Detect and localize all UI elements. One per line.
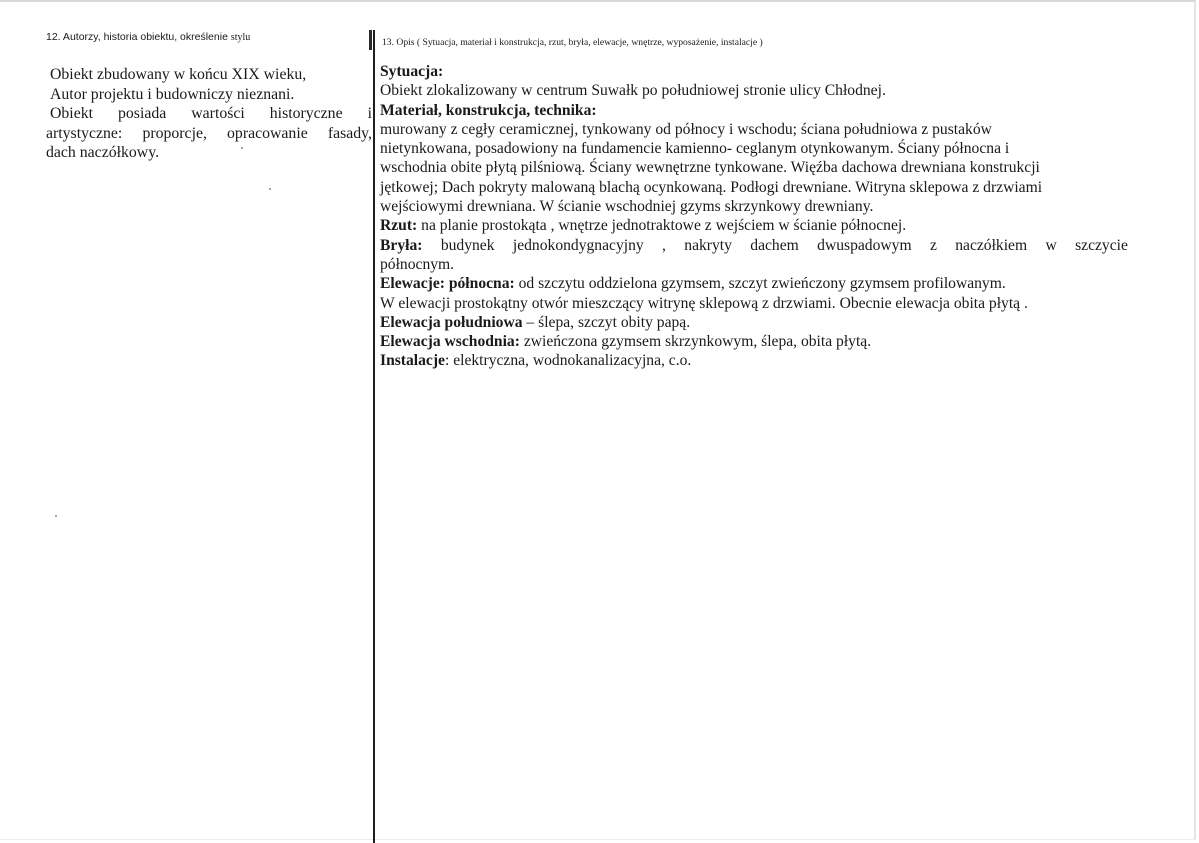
scan-speck xyxy=(269,188,271,190)
section-13-body xyxy=(380,62,1128,371)
column-divider xyxy=(373,30,375,843)
history-line-3-word: posiada xyxy=(118,105,167,122)
instalacje-line xyxy=(380,351,1128,370)
section-12-body xyxy=(46,65,372,163)
elewacja-wschodnia-line xyxy=(380,332,1128,351)
history-line-3-word: wartości xyxy=(191,105,245,122)
history-line-2: Autor projektu i budowniczy nieznani. xyxy=(50,85,295,103)
elewacja-wschodnia-text: zwieńczona gzymsem skrzynkowym, ślepa, obita płytą. xyxy=(519,333,872,351)
bryla-label: Bryła: xyxy=(380,236,423,254)
scan-speck xyxy=(241,147,243,149)
bryla-word: dachem xyxy=(750,236,799,254)
rzut-label: Rzut: xyxy=(380,217,418,235)
material-label: Materiał, konstrukcja, technika: xyxy=(380,101,597,119)
sytuacja-label: Sytuacja: xyxy=(380,63,444,80)
material-heading xyxy=(380,101,1128,120)
history-line-4-word: fasady, xyxy=(327,124,372,142)
elewacje-label: Elewacje: północna: xyxy=(380,275,515,293)
history-line-4 xyxy=(46,124,372,144)
history-line-1: Obiekt zbudowany w końcu XIX wieku, xyxy=(50,66,307,83)
section-12-heading xyxy=(46,31,250,43)
elewacje-line-2: W elewacji prostokątny otwór mieszczący witrynę sklepową z drzwiami. Obecnie elewacja obita płytą . xyxy=(380,294,1028,312)
material-line-2: nietynkowana, posadowiony na fundamencie kamienno- ceglanym otynkowanym. Ściany północna i xyxy=(380,140,1010,158)
section-12-heading-tail: stylu xyxy=(230,32,251,43)
elewacja-wschodnia-label: Elewacja wschodnia: xyxy=(380,333,520,351)
history-line-4-word: opracowanie xyxy=(227,124,308,142)
history-line-3-word: i xyxy=(367,105,372,122)
section-12-heading-main: 12. Autorzy, historia obiektu, określenie xyxy=(46,31,231,43)
instalacje-text: : elektryczna, wodnokanalizacyjna, c.o. xyxy=(444,352,692,370)
instalacje-label: Instalacje xyxy=(380,352,445,370)
section-13-heading: 13. Opis ( Sytuacja, materiał i konstrukcja, rzut, bryła, elewacje, wnętrze, wyposażenie, instalacje ) xyxy=(382,37,763,48)
bryla-word: w xyxy=(1045,236,1057,254)
scan-speck xyxy=(55,515,57,517)
material-line-1: murowany z cegły ceramicznej, tynkowany od północy i wschodu; ściana południowa z pustaków xyxy=(380,120,992,138)
bryla-word: dwuspadowym xyxy=(817,236,912,254)
sytuacja-heading xyxy=(380,62,1128,81)
history-line-4-word: proporcje, xyxy=(142,124,207,142)
bryla-line-2: północnym. xyxy=(380,255,455,273)
bryla-word: nakryty xyxy=(684,236,732,254)
material-line-5: wejściowymi drewniana. W ścianie wschodniej gzyms skrzynkowy drewniany. xyxy=(380,198,874,216)
elewacja-poludniowa-text: – ślepa, szczyt obity papą. xyxy=(522,313,691,331)
bryla-word: z xyxy=(929,236,937,254)
rzut-line xyxy=(380,216,1128,235)
elewacja-poludniowa-line xyxy=(380,313,1128,332)
bryla-word: jednokondygnacyjny xyxy=(512,236,644,254)
elewacje-line-1 xyxy=(380,274,1128,293)
material-line-3: wschodnia obite płytą pilśniową. Ściany wewnętrzne tynkowane. Więźba dachowa drewniana konstrukcji xyxy=(380,159,1040,177)
history-line-3-word: Obiekt xyxy=(50,105,93,122)
elewacje-text: od szczytu oddzielona gzymsem, szczyt zwieńczony gzymsem profilowanym. xyxy=(514,275,1006,293)
history-line-3-word: historyczne xyxy=(269,105,343,122)
material-line-4: jętkowej; Dach pokryty malowaną blachą ocynkowaną. Podłogi drewniane. Witryna sklepowa z drzwiami xyxy=(380,178,1043,196)
history-line-3 xyxy=(46,104,372,124)
elewacja-poludniowa-label: Elewacja południowa xyxy=(380,313,523,331)
bryla-word: , xyxy=(662,236,666,254)
history-line-5: dach naczółkowy. xyxy=(46,144,160,161)
bryla-word: szczycie xyxy=(1075,236,1128,254)
bryla-word: naczółkiem xyxy=(955,236,1028,254)
bryla-word: budynek xyxy=(440,236,495,254)
sytuacja-text: Obiekt zlokalizowany w centrum Suwałk po południowej stronie ulicy Chłodnej. xyxy=(380,82,886,100)
bryla-line-1 xyxy=(380,236,1128,255)
history-line-4-word: artystyczne: xyxy=(46,124,123,142)
rzut-text: na planie prostokąta , wnętrze jednotraktowe z wejściem w ścianie północnej. xyxy=(417,217,907,235)
column-divider-top xyxy=(369,30,372,50)
